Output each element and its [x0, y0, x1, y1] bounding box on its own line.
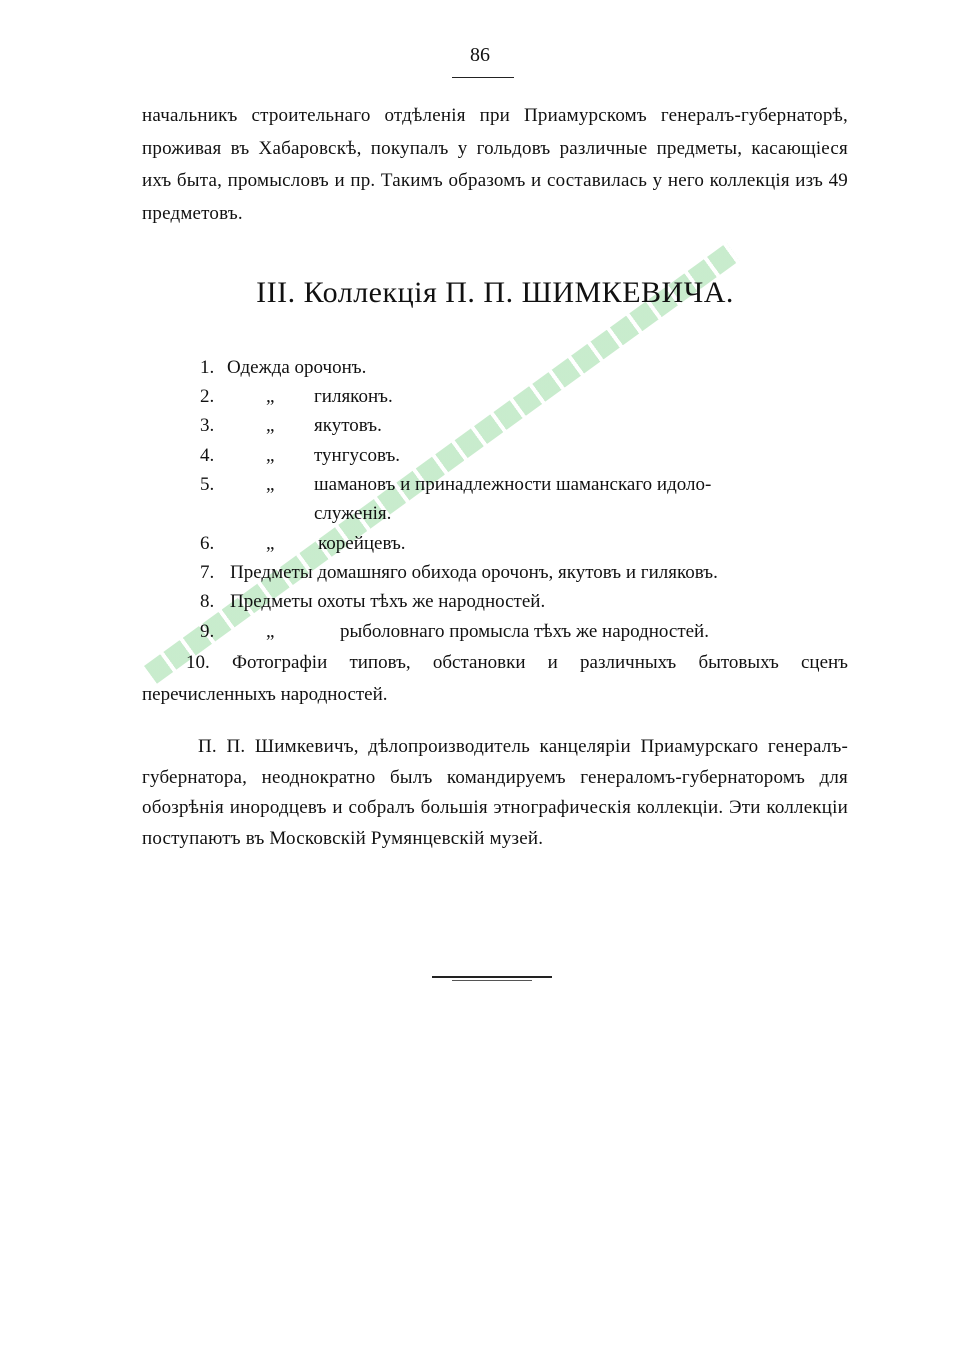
list-item-text: Предметы охоты тѣхъ же народностей. — [230, 591, 546, 612]
list-item-10: 10. Фотографіи типовъ, обстановки и различныхъ бытовыхъ сценъ перечисленныхъ народностей. — [142, 652, 848, 705]
list-item-text: корейцевъ. — [318, 533, 406, 554]
list-item-text: Предметы домашняго обихода орочонъ, якутовъ и гиляковъ. — [230, 562, 718, 583]
section-title: III. Коллекція П. П. ШИМКЕВИЧА. — [256, 276, 734, 309]
closing-paragraph: П. П. Шимкевичъ, дѣлопроизводитель канцеляріи Приамурскаго генералъ-губернатора, неоднократно былъ командируемъ генераломъ-губернаторомъ для обозрѣнія инородцевъ и собралъ большія этнографическія коллекціи. Эти коллекціи поступаютъ въ Московскій Румянцевскій музей. — [142, 736, 848, 849]
list-item-text: якутовъ. — [314, 415, 382, 436]
list-item-number: 8. — [200, 591, 215, 612]
ditto-mark: „ — [266, 621, 275, 642]
list-item-text: шамановъ и принадлежности шаманскаго идоло- — [314, 474, 712, 495]
list-item-text: Одежда орочонъ. — [227, 357, 367, 378]
list-item-number: 2. — [200, 386, 215, 407]
page-number: 86 — [470, 44, 490, 66]
intro-paragraph: начальникъ строительнаго отдѣленія при Приамурскомъ генералъ-губернаторѣ, проживая въ Хабаровскѣ, покупалъ у гольдовъ различные предметы, касающіеся ихъ быта, промысловъ и пр. Такимъ образомъ и составилась у него коллекція изъ 49 предметовъ. — [142, 105, 848, 224]
page-number-underline — [452, 77, 514, 78]
ditto-mark: „ — [266, 386, 275, 407]
list-item-number: 1. — [200, 357, 215, 378]
list-item-number: 9. — [200, 621, 215, 642]
list-item-text: рыболовнаго промысла тѣхъ же народностей. — [340, 621, 709, 642]
list-item-text: тунгусовъ. — [314, 445, 401, 466]
ditto-mark: „ — [266, 533, 275, 554]
ditto-mark: „ — [266, 445, 275, 466]
list-item-number: 3. — [200, 415, 215, 436]
list-item-number: 7. — [200, 562, 215, 583]
ditto-mark: „ — [266, 415, 275, 436]
list-item-text: гиляконъ. — [314, 386, 393, 407]
list-item-number: 5. — [200, 474, 215, 495]
list-item-number: 6. — [200, 533, 215, 554]
end-ornament-rule — [432, 976, 552, 978]
list-item-number: 4. — [200, 445, 215, 466]
ditto-mark: „ — [266, 474, 275, 495]
list-item-text: служенія. — [314, 503, 392, 524]
